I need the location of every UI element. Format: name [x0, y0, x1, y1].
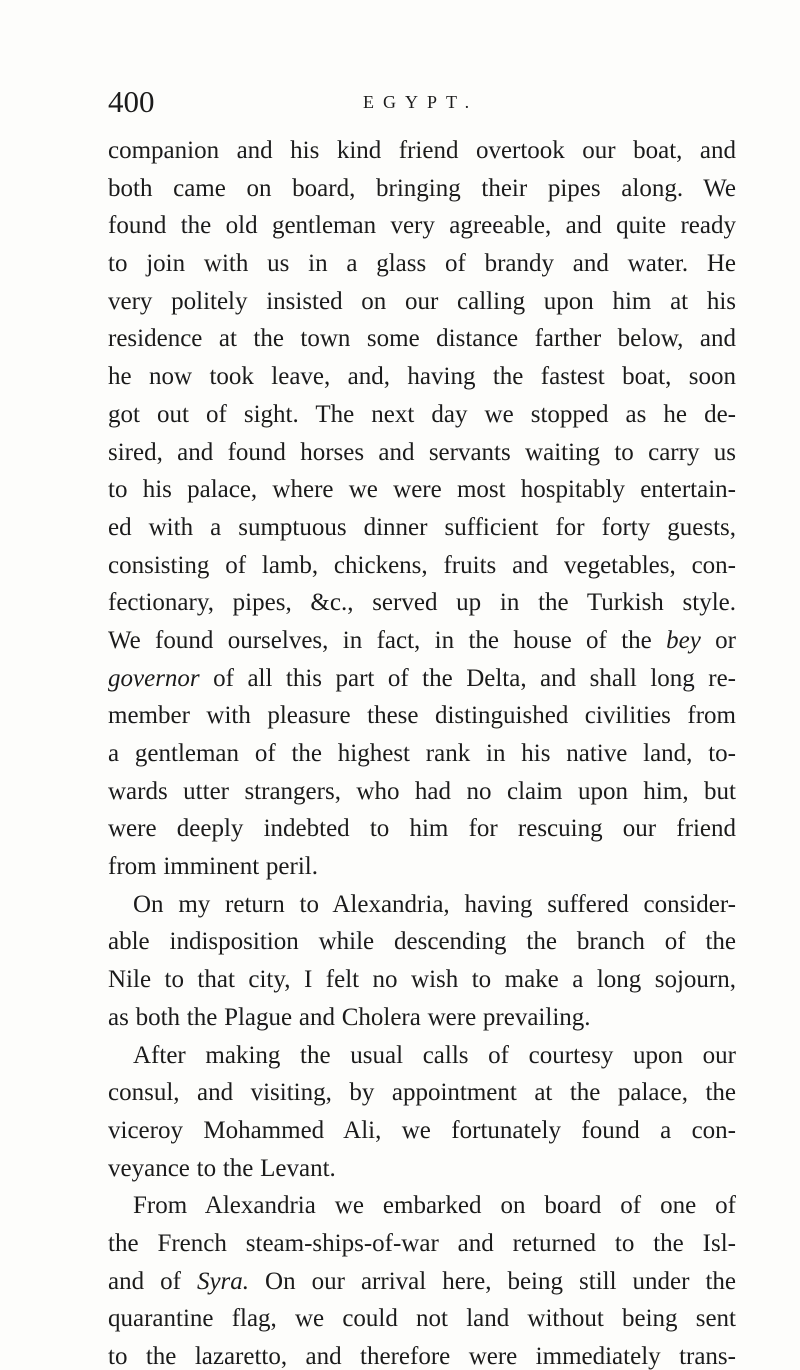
text-line: as both the Plague and Cholera were prevailing.: [108, 1003, 591, 1031]
text-line: to the lazaretto, and therefore were immediately trans-: [108, 1343, 736, 1370]
text-line: Nile to that city, I felt no wish to make a long sojourn,: [108, 966, 736, 994]
text-line: After making the usual calls of courtesy upon our: [133, 1041, 736, 1069]
text-line: were deeply indebted to him for rescuing our friend: [108, 815, 736, 843]
text-line: a gentleman of the highest rank in his native land, to-: [108, 740, 736, 767]
text-line: viceroy Mohammed Ali, we fortunately found a con-: [108, 1116, 736, 1144]
body-text: [108, 132, 736, 1370]
italic-word-syra: Syra.: [196, 1267, 250, 1295]
running-head: EGYPT.: [363, 92, 479, 112]
text-line: quarantine flag, we could not land without being sent: [108, 1305, 736, 1333]
text-line: companion and his kind friend overtook our boat, and: [108, 137, 736, 164]
text-fragment: and of: [108, 1267, 181, 1295]
text-line: [108, 1263, 736, 1301]
text-line: [108, 622, 736, 660]
italic-word-governor: governor: [108, 664, 200, 692]
text-line: residence at the town some distance farther below, and: [108, 325, 736, 353]
text-line: On my return to Alexandria, having suffered consider-: [133, 890, 736, 918]
text-fragment: We found ourselves, in fact, in the house of the: [108, 626, 652, 654]
text-line: very politely insisted on our calling upon him at his: [108, 287, 736, 315]
text-line: from imminent peril.: [108, 853, 318, 881]
text-line: to join with us in a glass of brandy and water. He: [108, 250, 736, 278]
text-line: wards utter strangers, who had no claim upon him, but: [108, 777, 736, 805]
text-line: he now took leave, and, having the fastest boat, soon: [108, 363, 736, 391]
text-line: From Alexandria we embarked on board of one of: [133, 1192, 736, 1220]
text-line: veyance to the Levant.: [108, 1154, 336, 1182]
text-line: got out of sight. The next day we stopped as he de-: [108, 400, 736, 428]
text-line: ed with a sumptuous dinner sufficient for forty guests,: [108, 513, 736, 541]
italic-word-bey: bey: [666, 626, 701, 654]
text-line: found the old gentleman very agreeable, and quite ready: [108, 212, 736, 240]
text-fragment: On our arrival here, being still under the: [265, 1267, 736, 1295]
text-line: consisting of lamb, chickens, fruits and vegetables, con-: [108, 551, 736, 579]
text-line: the French steam-ships-of-war and returned to the Isl-: [108, 1229, 736, 1257]
text-line: both came on board, bringing their pipes along. We: [108, 174, 736, 202]
text-line: fectionary, pipes, &c., served up in the Turkish style.: [108, 589, 736, 617]
page-header: [108, 84, 736, 124]
text-line: sired, and found horses and servants waiting to carry us: [108, 438, 736, 466]
text-fragment: of all this part of the Delta, and shall long re-: [213, 664, 736, 692]
text-line: able indisposition while descending the branch of the: [108, 928, 736, 956]
text-line: to his palace, where we were most hospitably entertain-: [108, 476, 736, 504]
text-fragment: or: [715, 626, 736, 654]
text-line: [108, 660, 736, 698]
text-line: member with pleasure these distinguished civilities from: [108, 702, 736, 730]
page-number: 400: [108, 84, 155, 119]
text-line: consul, and visiting, by appointment at the palace, the: [108, 1079, 736, 1107]
